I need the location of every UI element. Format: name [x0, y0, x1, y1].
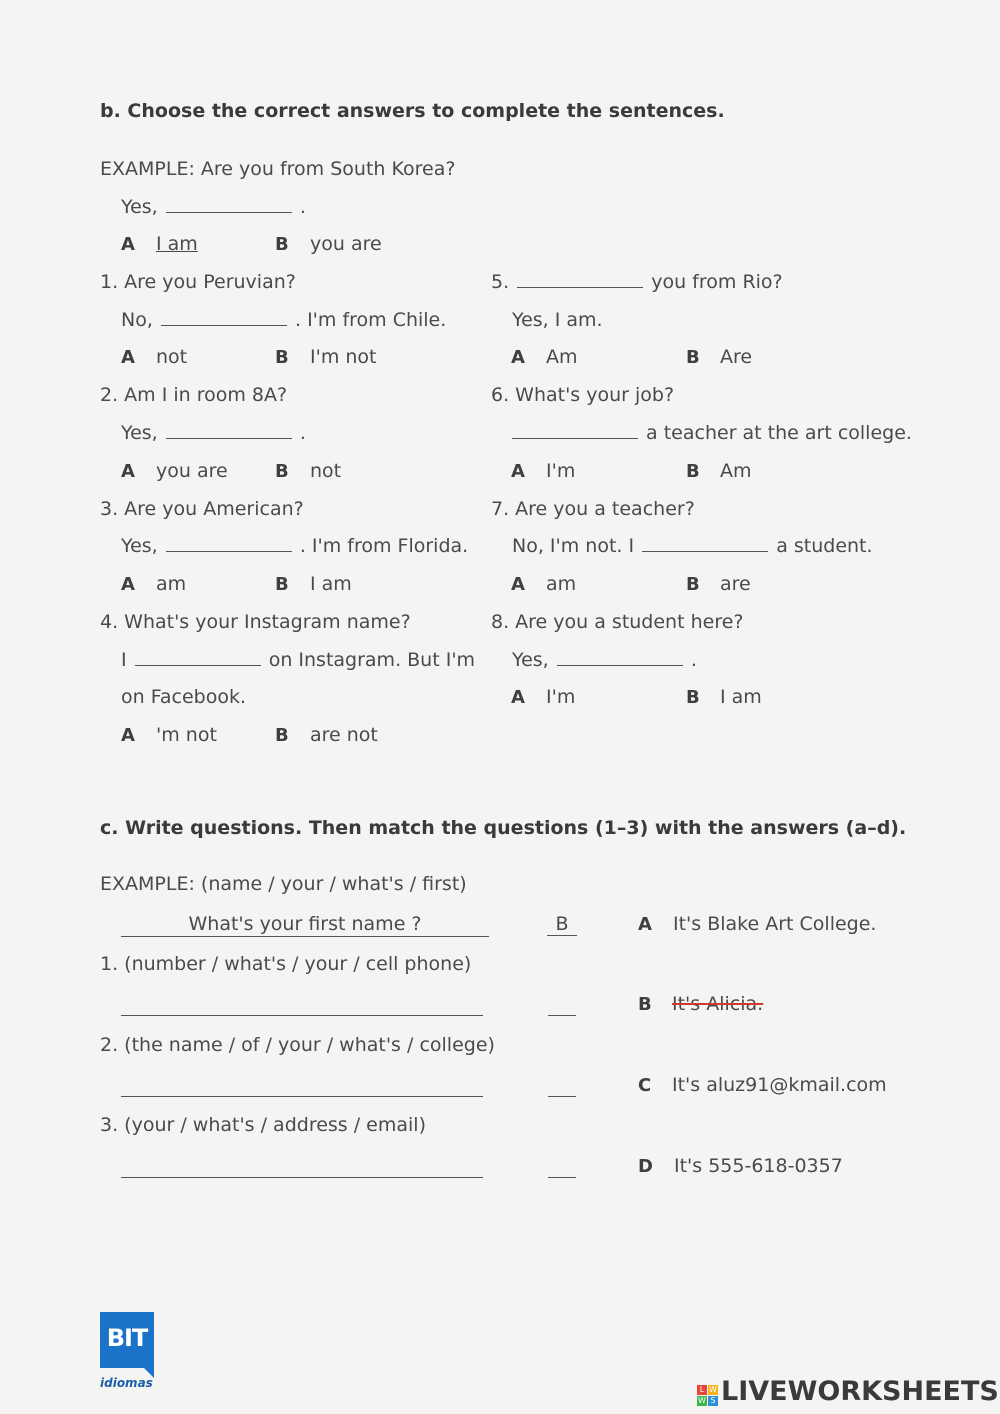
question-1-line: No, . I'm from Chile.	[121, 309, 447, 331]
section-c-heading: c. Write questions. Then match the questions (1–3) with the answers (a–d).	[100, 817, 907, 839]
question-8-option-b[interactable]: I am	[720, 686, 762, 708]
answer-c-text: It's aluz91@kmail.com	[672, 1074, 887, 1096]
option-letter-a: A	[121, 461, 135, 482]
bit-logo: BIT	[100, 1312, 154, 1368]
answer-blank[interactable]	[512, 424, 638, 439]
option-letter-a: A	[121, 574, 135, 595]
question-3: 3. Are you American?	[100, 498, 304, 520]
option-letter: B	[275, 234, 289, 255]
prompt-3: 3. (your / what's / address / email)	[100, 1114, 426, 1136]
option-letter-b: B	[686, 461, 700, 482]
liveworksheets-text: LIVEWORKSHEETS	[721, 1376, 999, 1407]
answer-blank[interactable]	[557, 651, 683, 666]
answer-c-letter: C	[638, 1075, 652, 1096]
example-option-b: you are	[310, 233, 382, 255]
question-1-option-b[interactable]: I'm not	[310, 346, 377, 368]
option-letter-b: B	[686, 347, 700, 368]
example-option-a: I am	[156, 233, 198, 255]
answer-blank[interactable]	[166, 424, 292, 439]
option-letter-a: A	[121, 725, 135, 746]
question-7: 7. Are you a teacher?	[491, 498, 695, 520]
question-6-line: a teacher at the art college.	[510, 422, 912, 444]
question-4-option-b[interactable]: are not	[310, 724, 378, 746]
prompt-2: 2. (the name / of / your / what's / college)	[100, 1034, 495, 1056]
answer-b-text: It's Alicia.	[672, 993, 764, 1015]
option-letter-a: A	[511, 687, 525, 708]
question-1-write-field[interactable]	[121, 995, 483, 1016]
question-4-option-a[interactable]: 'm not	[156, 724, 217, 746]
answer-blank[interactable]	[642, 537, 768, 552]
example-answer-line: Yes, .	[121, 196, 306, 218]
example-question-answer: What's your first name ?	[121, 913, 489, 937]
option-letter-b: B	[275, 461, 289, 482]
question-8-option-a[interactable]: I'm	[546, 686, 576, 708]
option-letter-a: A	[511, 347, 525, 368]
answer-blank[interactable]	[517, 273, 643, 288]
liveworksheets-icon: L W W S	[698, 1385, 717, 1405]
answer-blank[interactable]	[135, 651, 261, 666]
answer-blank[interactable]	[166, 537, 292, 552]
answer-a-text: It's Blake Art College.	[673, 913, 877, 935]
question-7-option-a[interactable]: am	[546, 573, 577, 595]
question-3-line: Yes, . I'm from Florida.	[121, 535, 469, 557]
question-2: 2. Am I in room 8A?	[100, 384, 288, 406]
question-6-option-a[interactable]: I'm	[546, 460, 576, 482]
answer-b-letter: B	[638, 994, 652, 1015]
option-letter-a: A	[121, 347, 135, 368]
question-3-option-a[interactable]: am	[156, 573, 187, 595]
option-letter-b: B	[686, 574, 700, 595]
answer-blank[interactable]	[166, 198, 292, 213]
question-8-line: Yes, .	[512, 649, 697, 671]
question-6: 6. What's your job?	[491, 384, 675, 406]
question-2-option-a[interactable]: you are	[156, 460, 228, 482]
question-8: 8. Are you a student here?	[491, 611, 744, 633]
prompt-1: 1. (number / what's / your / cell phone)	[100, 953, 472, 975]
question-4: 4. What's your Instagram name?	[100, 611, 411, 633]
question-3-option-b[interactable]: I am	[310, 573, 352, 595]
liveworksheets-brand	[697, 1376, 999, 1407]
section-b-heading: b. Choose the correct answers to complete the sentences.	[100, 100, 725, 122]
answer-d-letter: D	[638, 1156, 653, 1177]
bit-logo-subtitle: idiomas	[100, 1376, 153, 1390]
option-letter-a: A	[511, 461, 525, 482]
question-3-write-field[interactable]	[121, 1157, 483, 1178]
option-letter-b: B	[275, 574, 289, 595]
answer-d-text: It's 555-618-0357	[674, 1155, 843, 1177]
option-letter-b: B	[275, 725, 289, 746]
option-letter-b: B	[275, 347, 289, 368]
question-2-option-b[interactable]: not	[310, 460, 342, 482]
question-1-option-a[interactable]: not	[156, 346, 188, 368]
match-2-field[interactable]	[548, 1076, 576, 1097]
example-question: EXAMPLE: Are you from South Korea?	[100, 158, 456, 180]
question-5-option-b[interactable]: Are	[720, 346, 753, 368]
option-letter-a: A	[511, 574, 525, 595]
example-match-letter: B	[547, 913, 577, 936]
question-4-line: I on Instagram. But I'm	[121, 649, 476, 671]
match-1-field[interactable]	[548, 995, 576, 1016]
option-letter-b: B	[686, 687, 700, 708]
match-3-field[interactable]	[548, 1157, 576, 1178]
answer-blank[interactable]	[161, 311, 287, 326]
question-4-line-2: on Facebook.	[121, 686, 247, 708]
question-5-answer: Yes, I am.	[512, 309, 603, 331]
example-prompt: EXAMPLE: (name / your / what's / first)	[100, 873, 467, 895]
question-5: 5. you from Rio?	[491, 271, 783, 293]
option-letter: A	[121, 234, 135, 255]
question-5-option-a[interactable]: Am	[546, 346, 578, 368]
question-6-option-b[interactable]: Am	[720, 460, 752, 482]
question-2-write-field[interactable]	[121, 1076, 483, 1097]
question-1: 1. Are you Peruvian?	[100, 271, 296, 293]
answer-a-letter: A	[638, 914, 652, 935]
question-2-line: Yes, .	[121, 422, 306, 444]
question-7-option-b[interactable]: are	[720, 573, 751, 595]
question-7-line: No, I'm not. I a student.	[512, 535, 873, 557]
